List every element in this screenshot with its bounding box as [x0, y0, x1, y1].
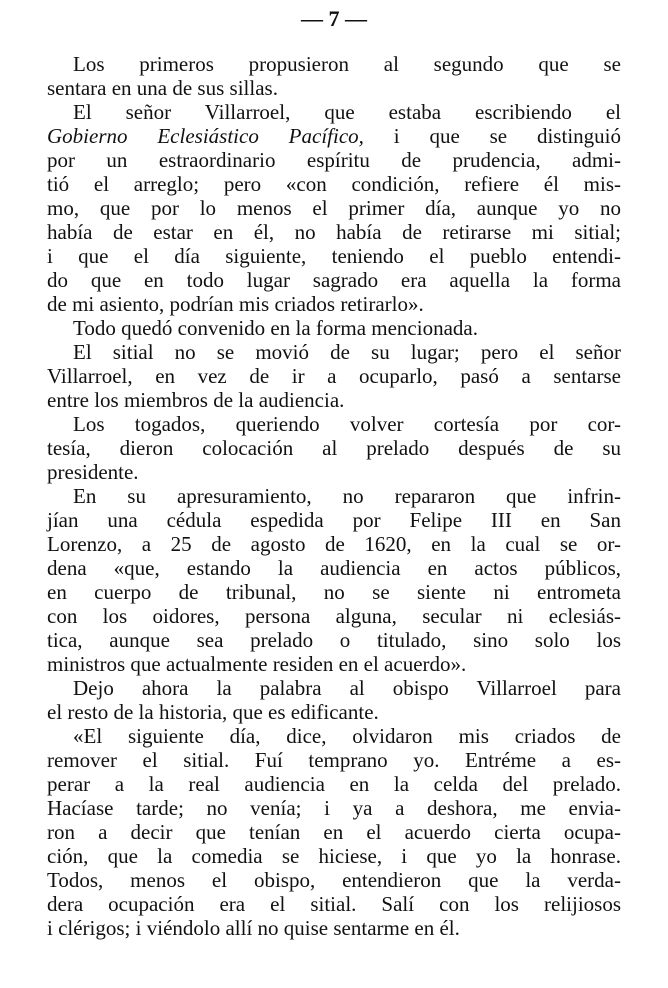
paragraph	[47, 316, 621, 340]
body-text	[47, 52, 621, 940]
text-line: Dejo ahora la palabra al obispo Villarroel para	[73, 676, 621, 700]
page-number: — 7 —	[301, 6, 367, 31]
text-line: el resto de la historia, que es edificante.	[47, 700, 379, 724]
text-line: En su apresuramiento, no repararon que infrin-	[73, 484, 621, 508]
text-line: por un estraordinario espíritu de prudencia, admi-	[47, 148, 621, 172]
text-line: do que en todo lugar sagrado era aquella la forma	[47, 268, 621, 292]
paragraph	[47, 100, 621, 316]
paragraph	[47, 412, 621, 484]
text-line: El señor Villarroel, que estaba escribiendo el	[73, 100, 621, 124]
paragraph	[47, 676, 621, 724]
paragraph	[47, 724, 621, 940]
text-line: mo, que por lo menos el primer día, aunque yo no	[47, 196, 621, 220]
text-line: ministros que actualmente residen en el acuerdo».	[47, 652, 467, 676]
text-line: Villarroel, en vez de ir a ocuparlo, pasó a sentarse	[47, 364, 621, 388]
text-line: i clérigos; i viéndolo allí no quise sentarme en él.	[47, 916, 460, 940]
text-line: en cuerpo de tribunal, no se siente ni entrometa	[47, 580, 621, 604]
text-line: entre los miembros de la audiencia.	[47, 388, 345, 412]
text-line: i que el día siguiente, teniendo el pueblo entendi-	[47, 244, 621, 268]
text-line	[47, 124, 621, 148]
text-line: ción, que la comedia se hiciese, i que yo la honrase.	[47, 844, 621, 868]
text-fragment: i que se distinguió	[363, 124, 621, 148]
text-line: El sitial no se movió de su lugar; pero el señor	[73, 340, 621, 364]
text-line: tesía, dieron colocación al prelado después de su	[47, 436, 621, 460]
text-line: Los primeros propusieron al segundo que se	[73, 52, 621, 76]
text-line: Todos, menos el obispo, entendieron que la verda-	[47, 868, 621, 892]
text-line: presidente.	[47, 460, 139, 484]
text-line: Hacíase tarde; no venía; i ya a deshora, me envia-	[47, 796, 621, 820]
text-line: Los togados, queriendo volver cortesía por cor-	[73, 412, 621, 436]
text-line: había de estar en él, no había de retirarse mi sitial;	[47, 220, 621, 244]
text-line: con los oidores, persona alguna, secular ni eclesiás-	[47, 604, 621, 628]
text-line: jían una cédula espedida por Felipe III en San	[47, 508, 621, 532]
italic-title: Gobierno Eclesiástico Pacífico,	[47, 124, 364, 148]
text-line: perar a la real audiencia en la celda del prelado.	[47, 772, 621, 796]
text-line: Todo quedó convenido en la forma mencionada.	[73, 316, 478, 340]
text-line: remover el sitial. Fuí temprano yo. Entréme a es-	[47, 748, 621, 772]
text-line: dena «que, estando la audiencia en actos públicos,	[47, 556, 621, 580]
text-line: ron a decir que tenían en el acuerdo cierta ocupa-	[47, 820, 621, 844]
text-line: «El siguiente día, dice, olvidaron mis criados de	[73, 724, 621, 748]
text-line: tica, aunque sea prelado o titulado, sino solo los	[47, 628, 621, 652]
text-line: Lorenzo, a 25 de agosto de 1620, en la cual se or-	[47, 532, 621, 556]
text-line: tió el arreglo; pero «con condición, refiere él mis-	[47, 172, 621, 196]
text-line: de mi asiento, podrían mis criados retirarlo».	[47, 292, 424, 316]
text-line: sentara en una de sus sillas.	[47, 76, 278, 100]
text-line: dera ocupación era el sitial. Salí con los relijiosos	[47, 892, 621, 916]
paragraph	[47, 52, 621, 100]
paragraph	[47, 484, 621, 676]
paragraph	[47, 340, 621, 412]
